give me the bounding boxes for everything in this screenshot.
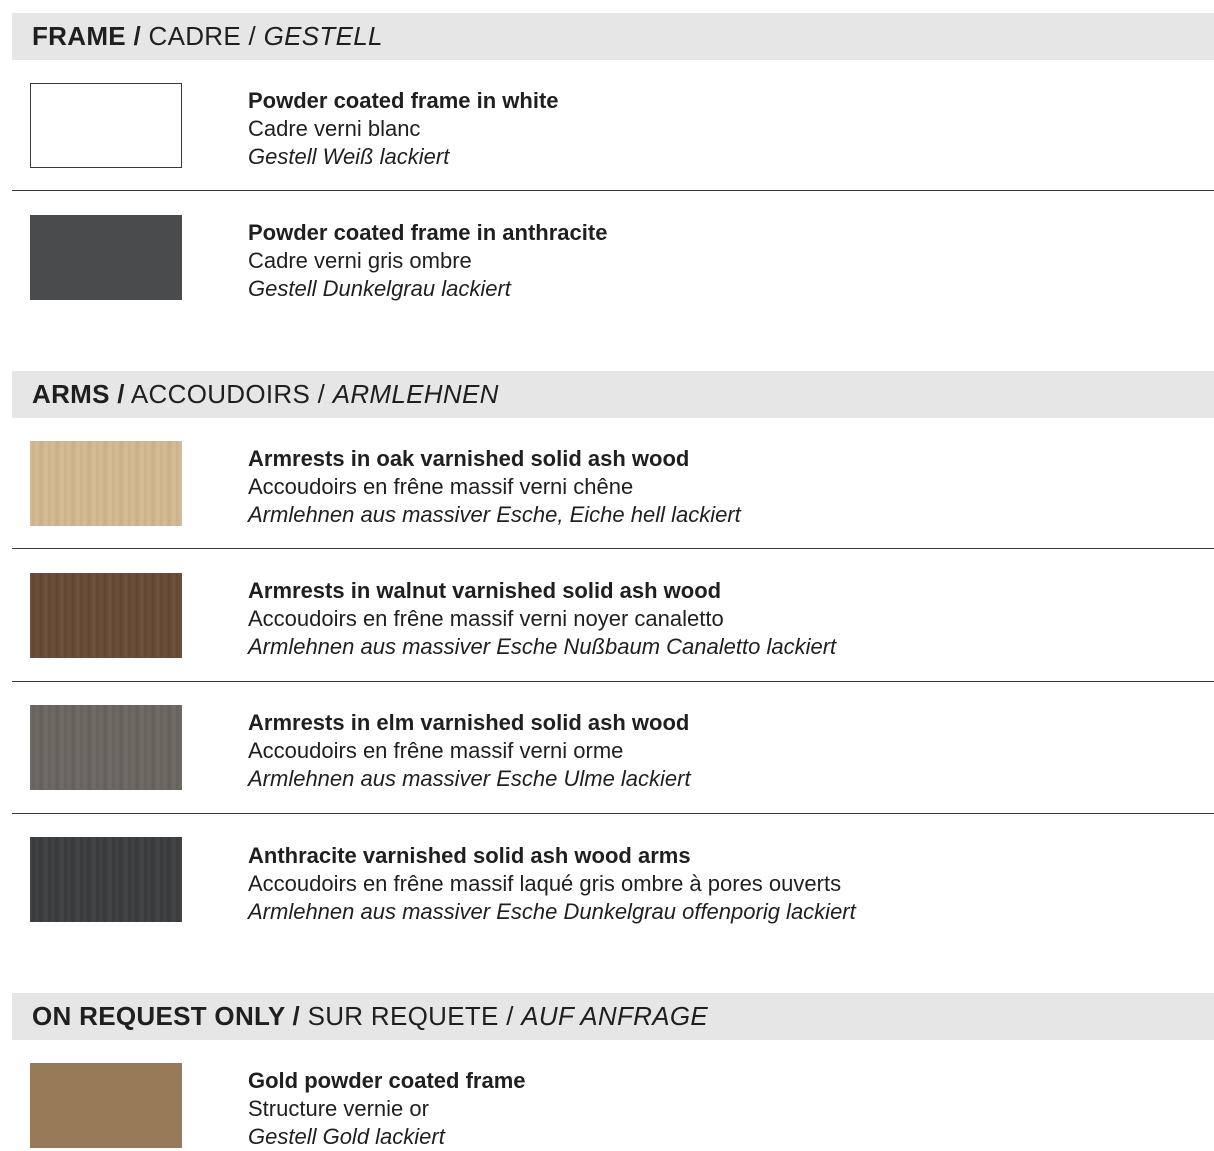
finish-description [248, 219, 607, 303]
finish-description [248, 842, 856, 926]
finish-item [12, 441, 1214, 526]
finish-name-de: Armlehnen aus massiver Esche Dunkelgrau offenporig lackiert [248, 899, 856, 924]
section-title-fr: ACCOUDOIRS / [124, 379, 333, 409]
color-swatch-anthracite [30, 215, 182, 300]
finish-description [248, 577, 836, 661]
finish-item [12, 1063, 1214, 1148]
finish-description [248, 87, 559, 171]
finish-name-de: Armlehnen aus massiver Esche Nußbaum Canaletto lackiert [248, 634, 837, 659]
section-header-arms [12, 371, 1214, 418]
finish-description [248, 709, 691, 793]
finish-name-en: Gold powder coated frame [248, 1068, 526, 1093]
section-title-de: ARMLEHNEN [332, 379, 499, 409]
finish-item [12, 705, 1214, 790]
finish-name-de: Armlehnen aus massiver Esche Ulme lackiert [248, 766, 691, 791]
finish-item [12, 837, 1214, 922]
divider [12, 190, 1214, 191]
finish-name-de: Armlehnen aus massiver Esche, Eiche hell lackiert [248, 502, 741, 527]
finish-name-de: Gestell Gold lackiert [248, 1124, 445, 1149]
section-header-frame [12, 13, 1214, 60]
section-title-en: ON REQUEST ONLY / [32, 1001, 301, 1031]
finish-item [12, 83, 1214, 168]
finish-description [248, 445, 741, 529]
wood-swatch-anthracite [30, 837, 182, 922]
finish-description [248, 1067, 526, 1151]
finish-name-fr: Structure vernie or [248, 1096, 429, 1121]
finish-name-en: Armrests in walnut varnished solid ash wood [248, 578, 722, 603]
color-swatch-white [30, 83, 182, 168]
divider [12, 681, 1214, 682]
finish-name-en: Armrests in elm varnished solid ash wood [248, 710, 690, 735]
finish-name-en: Powder coated frame in anthracite [248, 220, 608, 245]
divider [12, 548, 1214, 549]
finish-item [12, 215, 1214, 300]
finish-name-en: Armrests in oak varnished solid ash wood [248, 446, 690, 471]
section-title-de: GESTELL [263, 21, 383, 51]
finish-name-en: Powder coated frame in white [248, 88, 559, 113]
finish-name-fr: Cadre verni blanc [248, 116, 421, 141]
section-title-fr: CADRE / [140, 21, 264, 51]
finish-name-de: Gestell Dunkelgrau lackiert [248, 276, 511, 301]
section-title-en: ARMS / [32, 379, 125, 409]
section-header-on-request [12, 993, 1214, 1040]
color-swatch-gold [30, 1063, 182, 1148]
divider [12, 813, 1214, 814]
finish-name-fr: Accoudoirs en frêne massif verni orme [248, 738, 624, 763]
wood-swatch-walnut [30, 573, 182, 658]
wood-swatch-oak [30, 441, 182, 526]
finish-name-de: Gestell Weiß lackiert [248, 144, 450, 169]
section-title-de: AUF ANFRAGE [521, 1001, 709, 1031]
finish-item [12, 573, 1214, 658]
section-title-en: FRAME / [32, 21, 141, 51]
finish-name-fr: Cadre verni gris ombre [248, 248, 472, 273]
section-title-fr: SUR REQUETE / [300, 1001, 522, 1031]
wood-swatch-elm [30, 705, 182, 790]
finish-name-fr: Accoudoirs en frêne massif laqué gris ombre à pores ouverts [248, 871, 842, 896]
finish-name-en: Anthracite varnished solid ash wood arms [248, 843, 691, 868]
finish-name-fr: Accoudoirs en frêne massif verni chêne [248, 474, 634, 499]
finish-name-fr: Accoudoirs en frêne massif verni noyer canaletto [248, 606, 724, 631]
